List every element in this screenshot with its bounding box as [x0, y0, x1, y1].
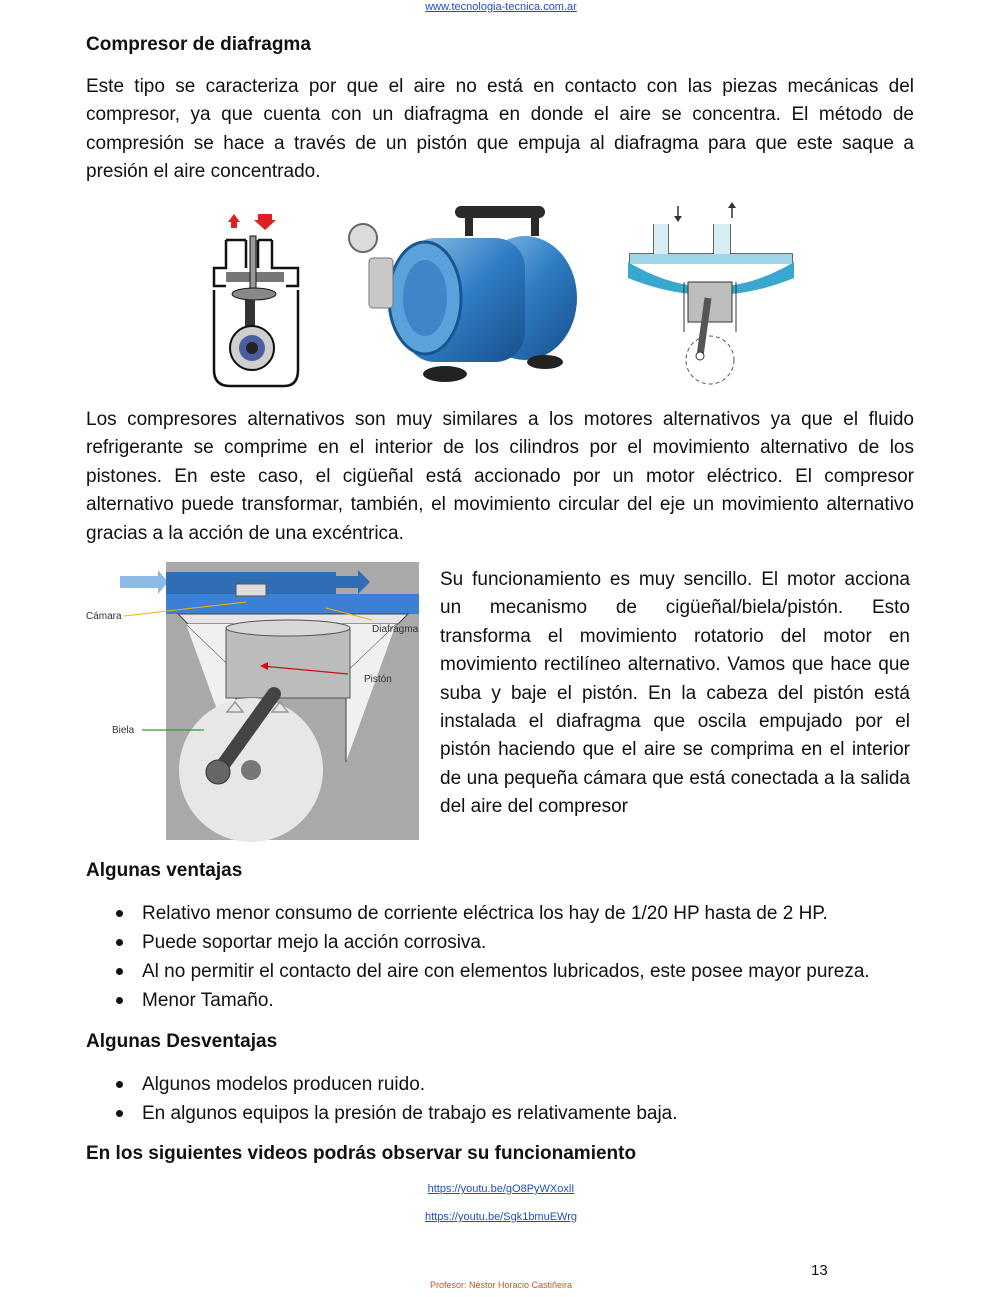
list-item: Relativo menor consumo de corriente eléctrica los hay de 1/20 HP hasta de 2 HP. [86, 899, 946, 928]
diaphragm-schematic-image [206, 210, 306, 388]
funcionamiento-paragraph: Su funcionamiento es muy sencillo. El motor acciona un mecanismo de cigüeñal/biela/pistón. Esto transforma el movimiento rotatorio del motor en movimiento rectilíneo alternativo. Vamos que hace que suba y baje el pistón. En la cabeza del pistón está instalada el diafragma que oscila empujado por el pistón haciendo que el aire se comprima en el interior de una pequeña cámara que está conectada a la salida del aire del compresor [440, 569, 910, 818]
page-number: 13 [811, 1262, 828, 1279]
compressor-photo-image [345, 198, 585, 388]
ventajas-list [86, 899, 946, 1015]
piston-label: Pistón [364, 674, 392, 685]
camara-label: Cámara [86, 611, 122, 622]
biela-label: Biela [112, 725, 135, 736]
diafragma-label: Diafragma [372, 624, 419, 635]
video-link-2[interactable]: https://youtu.be/Sgk1bmuEWrg [424, 1211, 578, 1223]
list-item: Algunos modelos producen ruido. [86, 1070, 946, 1099]
diaphragm-labeled-diagram [86, 562, 426, 842]
desventajas-list [86, 1070, 946, 1128]
diaphragm-cylinder-image [626, 202, 796, 390]
ventajas-title: Algunas ventajas [86, 860, 243, 881]
list-item: Al no permitir el contacto del aire con elementos lubricados, este posee mayor pureza. [86, 957, 946, 986]
footer-author: Profesor: Néstor Horacio Castiñeira [429, 1280, 573, 1290]
video-link-1[interactable]: https://youtu.be/gO8PyWXoxlI [427, 1183, 575, 1195]
alternativos-paragraph: Los compresores alternativos son muy similares a los motores alternativos ya que el fluido refrigerante se comprime en el interior de los cilindros por el movimiento alternativo de los pistones. En este caso, el cigüeñal está accionado por un motor eléctrico. El compresor alternativo puede transformar, también, el movimiento circular del eje un movimiento alternativo gracias a la acción de una excéntrica. [86, 409, 914, 544]
list-item: Menor Tamaño. [86, 986, 946, 1015]
videos-title: En los siguientes videos podrás observar su funcionamiento [86, 1143, 637, 1164]
intro-paragraph: Este tipo se caracteriza por que el aire no está en contacto con las piezas mecánicas del compresor, ya que cuenta con un diafragma en donde el aire se concentra. El método de compresión se hace a través de un pistón que empuja al diafragma para que este saque a presión el aire concentrado. [86, 76, 914, 183]
section-title-compresor: Compresor de diafragma [86, 34, 311, 55]
list-item: En algunos equipos la presión de trabajo es relativamente baja. [86, 1099, 946, 1128]
desventajas-title: Algunas Desventajas [86, 1031, 278, 1052]
header-url-link[interactable]: www.tecnologia-tecnica.com.ar [425, 1, 577, 13]
list-item: Puede soportar mejo la acción corrosiva. [86, 928, 946, 957]
